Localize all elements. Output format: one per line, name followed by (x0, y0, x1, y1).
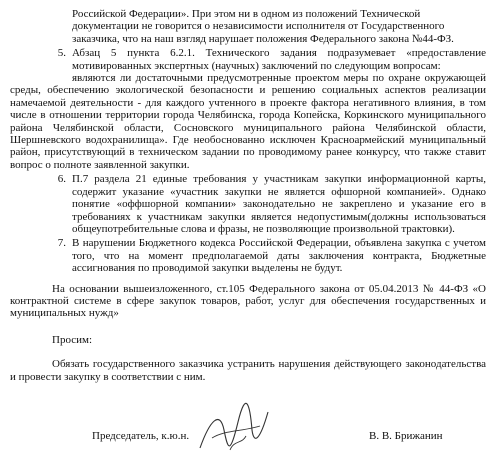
item-5-body: являются ли достаточными предусмотренные проектом меры по охране окружающей среды, обеспечению экологической безопасности и решению социальных аспектов реализации намечаемой деятельности - для каждого учтенного в проекте фактора негативного влияния, в том числе в отношении территории города Челябинска, города Копейска, Коркинского муниципального района Челябинской области, Сосновского муниципального района Челябинской области, Шершневского водохранилища». Где необоснованно исключен Красноармейский муниципальный район, присутствующий в техническом задании по проводимому ранее конкурсу, что также ставит вопрос о полноте заявленной закупки. (10, 72, 486, 171)
item-7-text: В нарушении Бюджетного кодекса Российской Федерации, объявлена закупка с учетом того, что на момент предполагаемой даты заключения контракта, Бюджетные ассигнования по проводимой закупки выделены не будут. (72, 237, 486, 275)
basis-paragraph: На основании вышеизложенного, ст.105 Федерального закона от 05.04.2013 № 44-ФЗ «О контрактной системе в сфере закупок товаров, работ, услуг для обеспечения государственных и муниципальных нужд» (10, 282, 486, 320)
demand-paragraph: Обязать государственного заказчика устранить нарушения действующего законодательства и провести закупку в соответствии с ним. (10, 358, 486, 383)
signature-block (0, 428, 500, 458)
intro-line-1: Российской Федерации». При этом ни в одном из положений Технической (72, 8, 421, 20)
signatory-title: Председатель, к.ю.н. (92, 430, 190, 442)
handwritten-signature (190, 400, 280, 460)
item-number: 5. (57, 47, 66, 60)
item-number: 6. (57, 173, 66, 186)
item-6-text: П.7 раздела 21 единые требования у участникам закупки информационной карты, содержит указание «участник закупки не является офшорной компанией». Однако понятие «оффшорной компании» законодательно не закреплено и указание его в требованиях к участникам закупки является недопустимым(должны использоваться общеупотребительные слова и фразы, не позволяющие произвольной трактовки). (72, 173, 486, 235)
intro-line-2: документации не говорится о независимости исполнителя от Государственного (72, 20, 445, 33)
list-item-7 (10, 237, 486, 274)
intro-line-3: заказчика, что на наш взгляд нарушает положения Федерального закона №44-ФЗ. (72, 32, 454, 45)
list-item-6 (10, 173, 486, 235)
list-item-5 (10, 47, 486, 72)
intro-paragraph (10, 8, 486, 45)
request-heading: Просим: (52, 333, 93, 346)
item-number: 7. (57, 237, 66, 250)
signatory-name: В. В. Брижанин (369, 430, 443, 442)
item-5-head: Абзац 5 пункта 6.2.1. Технического задания подразумевает «предоставление мотивированных экспертных (научных) заключений по следующим вопросам: (72, 47, 486, 72)
